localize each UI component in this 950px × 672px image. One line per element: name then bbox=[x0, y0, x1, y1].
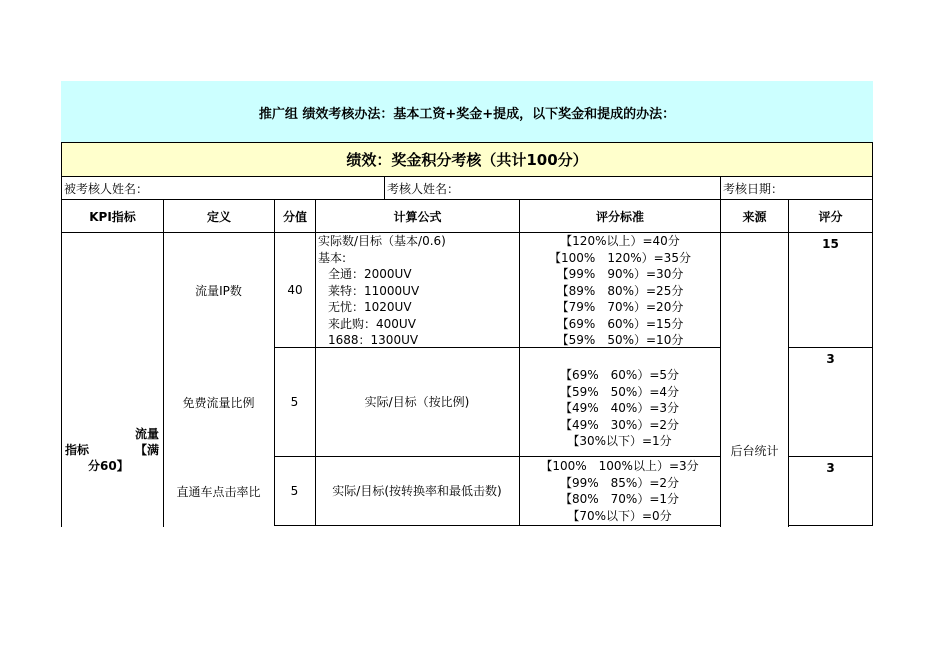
source-label: 后台统计 bbox=[730, 444, 779, 458]
criteria-line: 【99% 85%）=2分 bbox=[559, 475, 680, 490]
criteria-line: 【79% 70%）=20分 bbox=[556, 300, 684, 314]
row2-formula: 实际/目标（按比例) bbox=[315, 347, 520, 457]
criteria-line: 【89% 80%）=25分 bbox=[556, 283, 684, 298]
formula-line: 基本: bbox=[318, 250, 347, 265]
examinee-label: 被考核人姓名： bbox=[64, 182, 149, 196]
row3-criteria-list bbox=[519, 458, 720, 524]
col-header-formula: 计算公式 bbox=[315, 199, 520, 233]
criteria-line: 【99% 90%）=30分 bbox=[556, 267, 684, 281]
score-value: 3 bbox=[826, 461, 835, 475]
date-label: 考核日期： bbox=[723, 182, 784, 196]
formula-line: 来此购：400UV bbox=[328, 316, 416, 331]
criteria-line: 【30%以下）=1分 bbox=[567, 434, 672, 448]
date-cell[interactable] bbox=[720, 176, 873, 200]
criteria-line: 【49% 40%）=3分 bbox=[559, 401, 680, 415]
kpi-group-line3: 【满 bbox=[134, 443, 159, 457]
row1-points: 40 bbox=[274, 232, 316, 348]
examiner-label: 考核人姓名： bbox=[387, 182, 460, 196]
row1-score[interactable] bbox=[788, 232, 873, 348]
formula-line: 实际数/目标（基本/0.6) bbox=[318, 234, 446, 248]
kpi-group-line4: 分60】 bbox=[88, 459, 129, 473]
row2-criteria-list bbox=[519, 367, 720, 450]
col-header-score: 评分 bbox=[788, 199, 873, 233]
formula-line: 1688：1300UV bbox=[328, 333, 419, 347]
formula-line: 莱特：11000UV bbox=[328, 283, 420, 298]
examinee-cell[interactable] bbox=[61, 176, 385, 200]
criteria-line: 【69% 60%）=5分 bbox=[559, 368, 680, 382]
row3-definition: 直通车点击率比 bbox=[163, 456, 275, 526]
row2-points: 5 bbox=[274, 347, 316, 457]
criteria-line: 【70%以下）=0分 bbox=[567, 508, 672, 523]
row2-definition: 免费流量比例 bbox=[163, 347, 275, 457]
examiner-cell[interactable] bbox=[384, 176, 721, 200]
criteria-line: 【69% 60%）=15分 bbox=[556, 316, 684, 331]
col-header-points: 分值 bbox=[274, 199, 316, 233]
row1-criteria bbox=[519, 232, 721, 348]
kpi-group-line2: 指标 bbox=[65, 443, 90, 457]
col-header-source: 来源 bbox=[720, 199, 789, 233]
header-title: 推广组 绩效考核办法：基本工资+奖金+提成，以下奖金和提成的办法： bbox=[258, 107, 676, 122]
criteria-line: 【100% 120%）=35分 bbox=[549, 250, 691, 265]
row3-points: 5 bbox=[274, 456, 316, 526]
criteria-line: 【59% 50%）=4分 bbox=[559, 384, 680, 399]
row1-formula bbox=[315, 232, 520, 348]
row2-score[interactable] bbox=[788, 347, 873, 457]
subtitle: 绩效：奖金积分考核（共计100分） bbox=[346, 151, 588, 169]
row2-criteria bbox=[519, 347, 721, 457]
score-value: 3 bbox=[826, 352, 835, 366]
formula-line: 全通：2000UV bbox=[328, 267, 412, 281]
source-cell bbox=[720, 232, 789, 527]
kpi-group-cell bbox=[61, 232, 164, 527]
formula-line: 无忧：1020UV bbox=[328, 300, 412, 314]
row3-criteria bbox=[519, 456, 721, 526]
subtitle-row bbox=[61, 142, 873, 177]
criteria-line: 【49% 30%）=2分 bbox=[559, 417, 680, 432]
criteria-line: 【100% 100%以上）=3分 bbox=[540, 459, 699, 473]
header-banner bbox=[61, 81, 873, 142]
row1-formula-list bbox=[318, 233, 446, 349]
row1-definition: 流量IP数 bbox=[163, 232, 275, 348]
kpi-group-line1: 流量 bbox=[134, 427, 159, 441]
row3-formula: 实际/目标(按转换率和最低击数) bbox=[315, 456, 520, 526]
col-header-kpi: KPI指标 bbox=[61, 199, 164, 233]
row3-score[interactable] bbox=[788, 456, 873, 526]
criteria-line: 【59% 50%）=10分 bbox=[556, 333, 684, 347]
row1-criteria-list bbox=[520, 233, 720, 349]
col-header-criteria: 评分标准 bbox=[519, 199, 721, 233]
col-header-definition: 定义 bbox=[163, 199, 275, 233]
score-value: 15 bbox=[822, 237, 839, 251]
criteria-line: 【80% 70%）=1分 bbox=[559, 492, 680, 506]
criteria-line: 【120%以上）=40分 bbox=[560, 234, 680, 248]
